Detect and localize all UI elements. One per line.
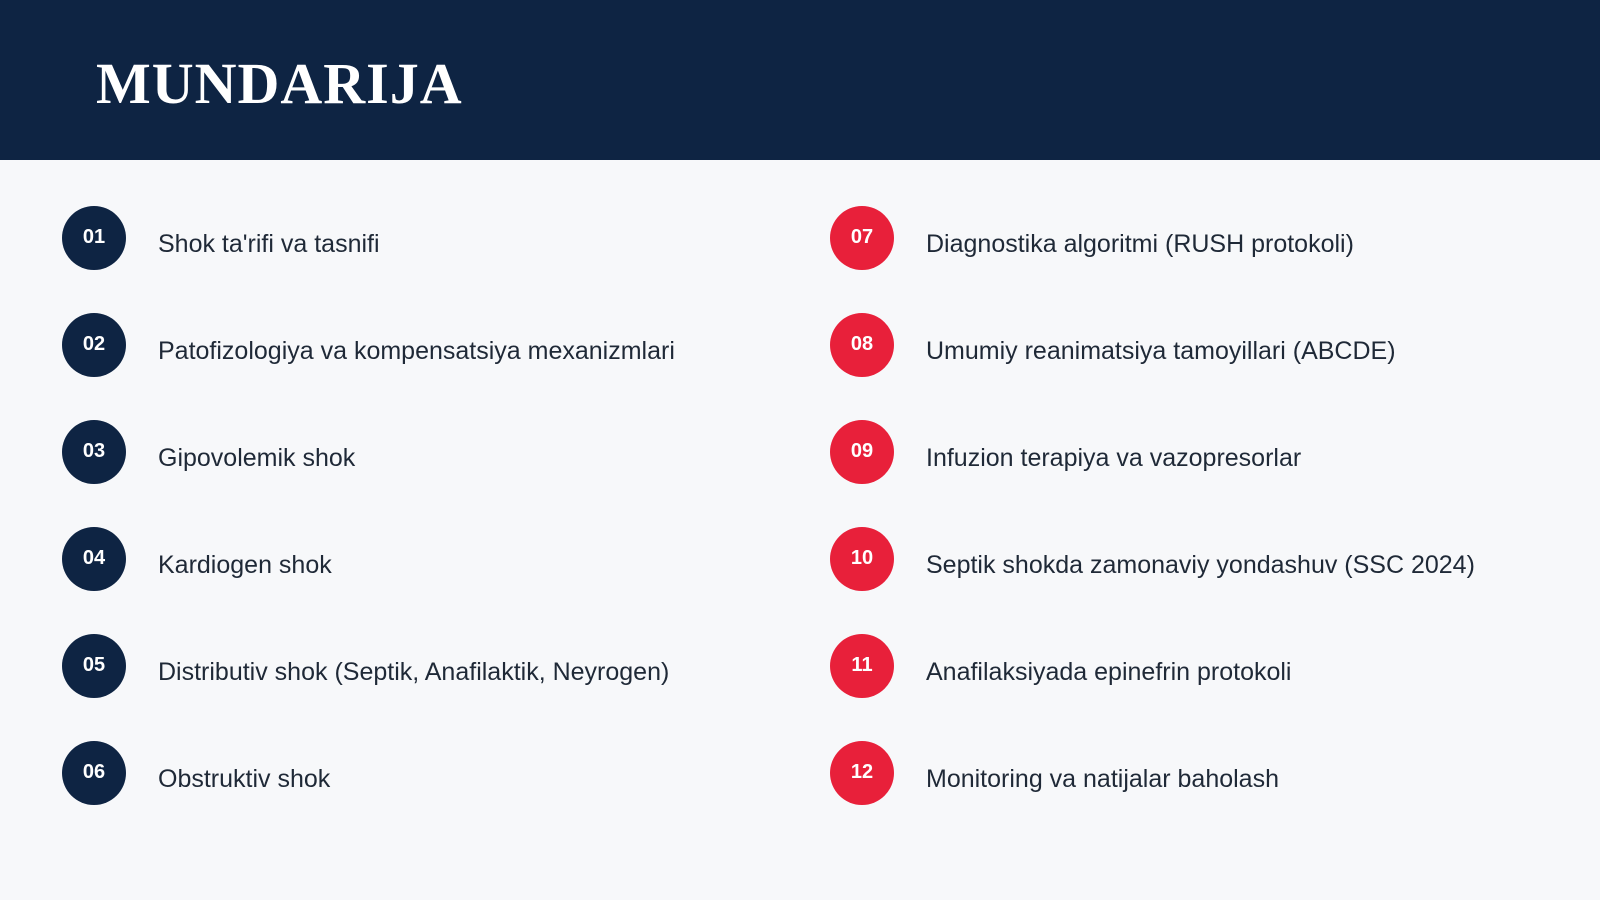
number-badge: 01: [62, 206, 126, 270]
page-title: MUNDARIJA: [96, 51, 463, 116]
number-badge: 07: [830, 206, 894, 270]
toc-item[interactable]: [830, 190, 1570, 297]
number-badge: 04: [62, 527, 126, 591]
toc-item[interactable]: [62, 725, 822, 832]
toc-item[interactable]: [62, 297, 822, 404]
toc-right-column: [830, 190, 1570, 832]
toc-item[interactable]: [62, 190, 822, 297]
toc-item-label: Infuzion terapiya va vazopresorlar: [926, 443, 1302, 472]
toc-item[interactable]: [62, 404, 822, 511]
toc-item[interactable]: [62, 618, 822, 725]
toc-item[interactable]: [830, 404, 1570, 511]
toc-item[interactable]: [830, 297, 1570, 404]
number-badge: 02: [62, 313, 126, 377]
toc-item-label: Kardiogen shok: [158, 550, 332, 579]
number-badge: 08: [830, 313, 894, 377]
number-badge: 11: [830, 634, 894, 698]
toc-item[interactable]: [830, 511, 1570, 618]
toc-left-column: [62, 190, 822, 832]
number-badge: 03: [62, 420, 126, 484]
toc-item[interactable]: [830, 725, 1570, 832]
toc-item-label: Anafilaksiyada epinefrin protokoli: [926, 657, 1292, 686]
toc-item-label: Monitoring va natijalar baholash: [926, 764, 1279, 793]
toc-item-label: Obstruktiv shok: [158, 764, 331, 793]
toc-item[interactable]: [62, 511, 822, 618]
toc-item-label: Patofizologiya va kompensatsiya mexanizmlari: [158, 336, 675, 365]
number-badge: 06: [62, 741, 126, 805]
toc-item-label: Diagnostika algoritmi (RUSH protokoli): [926, 229, 1354, 258]
number-badge: 12: [830, 741, 894, 805]
header-bar: [0, 0, 1600, 160]
toc-item-label: Umumiy reanimatsiya tamoyillari (ABCDE): [926, 336, 1396, 365]
number-badge: 05: [62, 634, 126, 698]
toc-item-label: Distributiv shok (Septik, Anafilaktik, Neyrogen): [158, 657, 670, 686]
toc-item[interactable]: [830, 618, 1570, 725]
number-badge: 09: [830, 420, 894, 484]
number-badge: 10: [830, 527, 894, 591]
toc-item-label: Shok ta'rifi va tasnifi: [158, 229, 380, 258]
toc-item-label: Gipovolemik shok: [158, 443, 356, 472]
toc-item-label: Septik shokda zamonaviy yondashuv (SSC 2024): [926, 550, 1475, 579]
